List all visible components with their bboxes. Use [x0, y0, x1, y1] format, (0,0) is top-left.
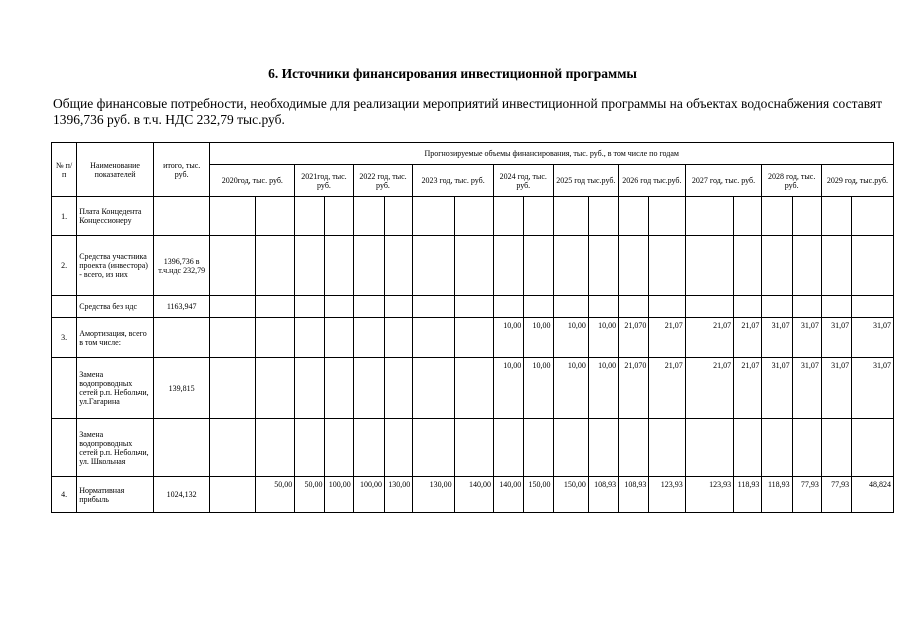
- value-cell: 10,00: [493, 358, 523, 419]
- value-cell: [210, 197, 255, 236]
- value-cell: 21,07: [649, 358, 685, 419]
- value-cell: 31,07: [792, 318, 821, 358]
- row-name: Плата Концедента Концессионеру: [77, 197, 154, 236]
- value-cell: [734, 236, 762, 296]
- value-cell: [413, 419, 454, 477]
- value-cell: [385, 318, 413, 358]
- value-cell: 108,93: [619, 477, 649, 513]
- value-cell: [353, 236, 384, 296]
- value-cell: [295, 318, 325, 358]
- value-cell: 21,07: [685, 318, 733, 358]
- value-cell: [210, 318, 255, 358]
- row-name: Замена водопроводных сетей р.п. Небольчи, ул.Гагарина: [77, 358, 154, 419]
- value-cell: 10,00: [588, 318, 618, 358]
- value-cell: [762, 236, 792, 296]
- value-cell: [385, 358, 413, 419]
- value-cell: [454, 296, 493, 318]
- header-year: 2028 год, тыс. руб.: [762, 165, 822, 197]
- value-cell: [852, 296, 894, 318]
- header-year: 2025 год тыс.руб.: [553, 165, 619, 197]
- value-cell: [295, 236, 325, 296]
- value-cell: [295, 296, 325, 318]
- value-cell: 48,824: [852, 477, 894, 513]
- value-cell: [821, 236, 851, 296]
- value-cell: [325, 318, 353, 358]
- value-cell: 140,00: [454, 477, 493, 513]
- value-cell: [295, 197, 325, 236]
- value-cell: [325, 236, 353, 296]
- value-cell: 10,00: [553, 358, 588, 419]
- value-cell: [553, 419, 588, 477]
- value-cell: [619, 419, 649, 477]
- value-cell: [413, 358, 454, 419]
- value-cell: [210, 358, 255, 419]
- value-cell: [493, 296, 523, 318]
- header-year: 2022 год, тыс. руб.: [353, 165, 413, 197]
- row-name: Амортизация, всего в том числе:: [77, 318, 154, 358]
- value-cell: [454, 419, 493, 477]
- table-row: [52, 236, 894, 296]
- value-cell: [210, 419, 255, 477]
- row-total: [153, 197, 210, 236]
- value-cell: [353, 296, 384, 318]
- value-cell: [493, 236, 523, 296]
- row-total: 139,815: [153, 358, 210, 419]
- value-cell: 10,00: [524, 358, 553, 419]
- value-cell: [413, 296, 454, 318]
- value-cell: [762, 419, 792, 477]
- value-cell: [588, 197, 618, 236]
- value-cell: 21,07: [649, 318, 685, 358]
- value-cell: [685, 197, 733, 236]
- value-cell: 77,93: [792, 477, 821, 513]
- value-cell: [454, 236, 493, 296]
- header-num: № п/п: [52, 143, 77, 197]
- table-row: [52, 296, 894, 318]
- value-cell: [685, 236, 733, 296]
- value-cell: [852, 419, 894, 477]
- value-cell: 118,93: [762, 477, 792, 513]
- value-cell: 21,07: [734, 318, 762, 358]
- row-name: Нормативная прибыль: [77, 477, 154, 513]
- value-cell: [553, 296, 588, 318]
- value-cell: [821, 419, 851, 477]
- value-cell: [852, 197, 894, 236]
- value-cell: [353, 358, 384, 419]
- value-cell: 130,00: [385, 477, 413, 513]
- value-cell: [325, 197, 353, 236]
- value-cell: 31,07: [821, 318, 851, 358]
- value-cell: [619, 197, 649, 236]
- value-cell: [385, 197, 413, 236]
- intro-paragraph: Общие финансовые потребности, необходимые для реализации мероприятий инвестиционной программы на объектах водоснабжения составят 1396,736 руб. в т.ч. НДС 232,79 тыс.руб.: [53, 96, 882, 127]
- row-number: 2.: [52, 236, 77, 296]
- header-name: Наименование показателей: [77, 143, 154, 197]
- header-total: итого, тыс. руб.: [153, 143, 210, 197]
- value-cell: [649, 419, 685, 477]
- value-cell: [734, 197, 762, 236]
- value-cell: 108,93: [588, 477, 618, 513]
- value-cell: [353, 318, 384, 358]
- value-cell: [295, 358, 325, 419]
- value-cell: 77,93: [821, 477, 851, 513]
- value-cell: [685, 419, 733, 477]
- row-name: Средства участника проекта (инвестора) - всего, из них: [77, 236, 154, 296]
- value-cell: [762, 296, 792, 318]
- value-cell: 10,00: [493, 318, 523, 358]
- value-cell: [210, 477, 255, 513]
- value-cell: 10,00: [588, 358, 618, 419]
- value-cell: [792, 197, 821, 236]
- header-year: 2027 год, тыс. руб.: [685, 165, 762, 197]
- header-year: 2021год, тыс. руб.: [295, 165, 354, 197]
- value-cell: [734, 419, 762, 477]
- value-cell: [619, 296, 649, 318]
- table-row: [52, 419, 894, 477]
- table-row: [52, 318, 894, 358]
- value-cell: [454, 358, 493, 419]
- value-cell: [255, 296, 294, 318]
- value-cell: [413, 197, 454, 236]
- header-year: 2026 год тыс.руб.: [619, 165, 686, 197]
- header-year: 2029 год, тыс.руб.: [821, 165, 893, 197]
- value-cell: [685, 296, 733, 318]
- value-cell: [553, 197, 588, 236]
- value-cell: [255, 318, 294, 358]
- value-cell: 21,070: [619, 318, 649, 358]
- value-cell: [255, 358, 294, 419]
- row-number: [52, 358, 77, 419]
- row-total: 1163,947: [153, 296, 210, 318]
- value-cell: [762, 197, 792, 236]
- row-number: [52, 419, 77, 477]
- row-total: [153, 318, 210, 358]
- row-number: 4.: [52, 477, 77, 513]
- value-cell: [353, 419, 384, 477]
- value-cell: [454, 197, 493, 236]
- value-cell: [524, 236, 553, 296]
- row-total: 1396,736 в т.ч.ндс 232,79: [153, 236, 210, 296]
- value-cell: [524, 419, 553, 477]
- row-name: Средства без ндс: [77, 296, 154, 318]
- header-year: 2020год, тыс. руб.: [210, 165, 295, 197]
- value-cell: [619, 236, 649, 296]
- value-cell: 123,93: [649, 477, 685, 513]
- value-cell: 31,07: [762, 358, 792, 419]
- value-cell: [255, 236, 294, 296]
- row-total: 1024,132: [153, 477, 210, 513]
- value-cell: [588, 236, 618, 296]
- value-cell: [325, 419, 353, 477]
- value-cell: [649, 296, 685, 318]
- row-number: [52, 296, 77, 318]
- value-cell: [210, 296, 255, 318]
- value-cell: [649, 236, 685, 296]
- value-cell: [210, 236, 255, 296]
- value-cell: [493, 419, 523, 477]
- value-cell: 21,070: [619, 358, 649, 419]
- value-cell: [454, 318, 493, 358]
- header-year: 2023 год, тыс. руб.: [413, 165, 494, 197]
- value-cell: 10,00: [524, 318, 553, 358]
- value-cell: 50,00: [255, 477, 294, 513]
- value-cell: 123,93: [685, 477, 733, 513]
- value-cell: [588, 296, 618, 318]
- value-cell: 100,00: [353, 477, 384, 513]
- value-cell: [524, 197, 553, 236]
- value-cell: 10,00: [553, 318, 588, 358]
- value-cell: 150,00: [524, 477, 553, 513]
- table-row: [52, 197, 894, 236]
- table-row: [52, 477, 894, 513]
- value-cell: [734, 296, 762, 318]
- value-cell: [821, 296, 851, 318]
- value-cell: 50,00: [295, 477, 325, 513]
- value-cell: 118,93: [734, 477, 762, 513]
- value-cell: [325, 296, 353, 318]
- document-title: 6. Источники финансирования инвестиционной программы: [268, 66, 637, 81]
- value-cell: [821, 197, 851, 236]
- value-cell: [588, 419, 618, 477]
- value-cell: [792, 236, 821, 296]
- value-cell: [255, 419, 294, 477]
- value-cell: 31,07: [852, 358, 894, 419]
- value-cell: 21,07: [685, 358, 733, 419]
- value-cell: [852, 236, 894, 296]
- value-cell: 150,00: [553, 477, 588, 513]
- row-total: [153, 419, 210, 477]
- value-cell: [493, 197, 523, 236]
- row-name: Замена водопроводных сетей р.п. Небольчи, ул. Школьная: [77, 419, 154, 477]
- value-cell: 31,07: [762, 318, 792, 358]
- financing-table: [51, 142, 894, 513]
- value-cell: 31,07: [792, 358, 821, 419]
- value-cell: [385, 296, 413, 318]
- value-cell: [649, 197, 685, 236]
- value-cell: [413, 236, 454, 296]
- value-cell: [553, 236, 588, 296]
- row-number: 3.: [52, 318, 77, 358]
- value-cell: 130,00: [413, 477, 454, 513]
- value-cell: [255, 197, 294, 236]
- value-cell: [385, 419, 413, 477]
- value-cell: [295, 419, 325, 477]
- value-cell: [524, 296, 553, 318]
- value-cell: [792, 296, 821, 318]
- value-cell: [353, 197, 384, 236]
- value-cell: [325, 358, 353, 419]
- value-cell: [385, 236, 413, 296]
- value-cell: 100,00: [325, 477, 353, 513]
- header-group: Прогнозируемые объемы финансирования, тыс. руб., в том числе по годам: [210, 143, 894, 165]
- value-cell: 31,07: [821, 358, 851, 419]
- value-cell: 21,07: [734, 358, 762, 419]
- table-row: [52, 358, 894, 419]
- value-cell: 31,07: [852, 318, 894, 358]
- value-cell: [792, 419, 821, 477]
- value-cell: [413, 318, 454, 358]
- value-cell: 140,00: [493, 477, 523, 513]
- row-number: 1.: [52, 197, 77, 236]
- table-body: [52, 197, 894, 513]
- header-year: 2024 год, тыс. руб.: [493, 165, 553, 197]
